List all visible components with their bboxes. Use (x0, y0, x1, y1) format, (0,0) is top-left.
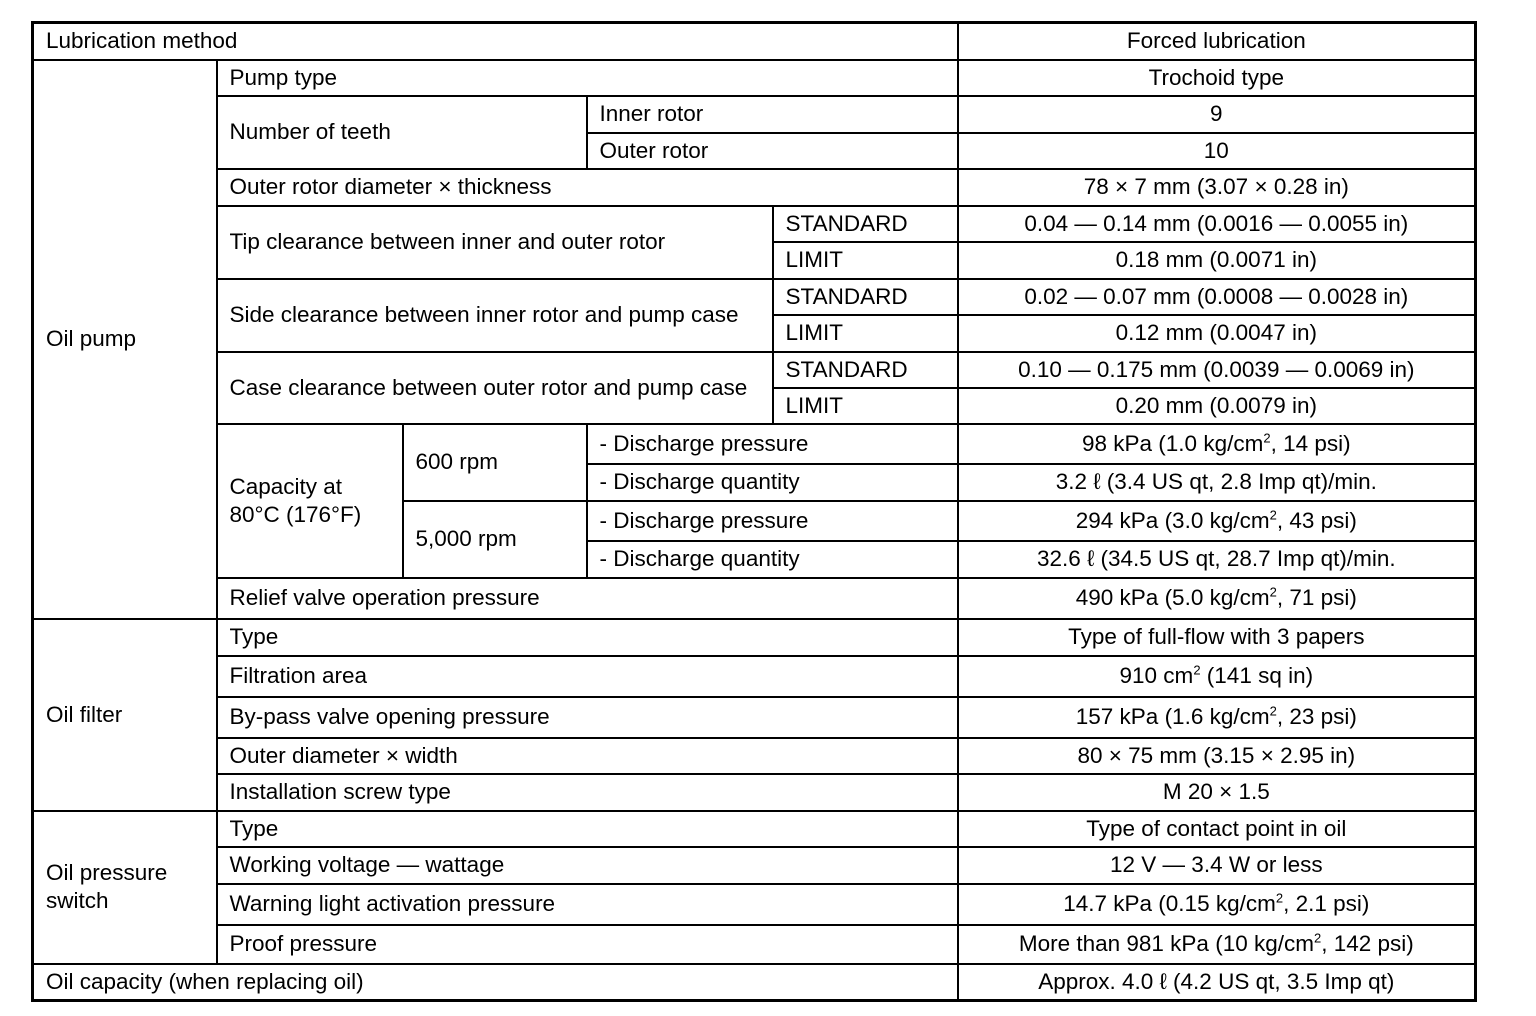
rpm-5000-quantity-label: - Discharge quantity (587, 541, 958, 578)
tip-clearance-limit-value: 0.18 mm (0.0071 in) (958, 242, 1476, 279)
case-clearance-label: Case clearance between outer rotor and pump case (217, 352, 773, 424)
rpm-5000-pressure-label: - Discharge pressure (587, 501, 958, 541)
outer-rotor-label: Outer rotor (587, 133, 958, 169)
row-warning-light (33, 884, 1476, 925)
row-filtration-area (33, 656, 1476, 697)
oil-pump-label: Oil pump (33, 60, 217, 619)
side-clearance-standard-value: 0.02 — 0.07 mm (0.0008 — 0.0028 in) (958, 279, 1476, 315)
working-voltage-value: 12 V — 3.4 W or less (958, 847, 1476, 884)
switch-type-value: Type of contact point in oil (958, 811, 1476, 847)
row-filter-type (33, 619, 1476, 656)
proof-pressure-label: Proof pressure (217, 925, 958, 964)
filtration-area-label: Filtration area (217, 656, 958, 697)
side-clearance-limit-label: LIMIT (773, 315, 958, 352)
row-inner-rotor (33, 96, 1476, 133)
oil-capacity-value: Approx. 4.0 ℓ (4.2 US qt, 3.5 Imp qt) (958, 964, 1476, 1001)
warning-light-value: 14.7 kPa (0.15 $kg/cm^2$, 2.1 psi) (958, 884, 1476, 925)
case-clearance-standard-label: STANDARD (773, 352, 958, 388)
row-case-clearance-standard (33, 352, 1476, 388)
rpm-600-pressure-label: - Discharge pressure (587, 424, 958, 464)
case-clearance-limit-label: LIMIT (773, 388, 958, 424)
tip-clearance-label: Tip clearance between inner and outer rotor (217, 206, 773, 279)
number-of-teeth-label: Number of teeth (217, 96, 587, 169)
outer-rotor-value: 10 (958, 133, 1476, 169)
row-switch-type (33, 811, 1476, 847)
rpm-600-quantity-label: - Discharge quantity (587, 464, 958, 501)
working-voltage-label: Working voltage — wattage (217, 847, 958, 884)
switch-type-label: Type (217, 811, 958, 847)
rpm-5000-quantity-value: 32.6 ℓ (34.5 US qt, 28.7 Imp qt)/min. (958, 541, 1476, 578)
lubrication-method-label: Lubrication method (33, 23, 958, 60)
row-outer-diameter (33, 738, 1476, 774)
row-side-clearance-standard (33, 279, 1476, 315)
rpm-600-quantity-value: 3.2 ℓ (3.4 US qt, 2.8 Imp qt)/min. (958, 464, 1476, 501)
rotor-dimension-value: 78 × 7 mm (3.07 × 0.28 in) (958, 169, 1476, 206)
oil-pressure-switch-label: Oil pressure switch (33, 811, 217, 964)
case-clearance-limit-value: 0.20 mm (0.0079 in) (958, 388, 1476, 424)
inner-rotor-value: 9 (958, 96, 1476, 133)
warning-light-label: Warning light activation pressure (217, 884, 958, 925)
case-clearance-standard-value: 0.10 — 0.175 mm (0.0039 — 0.0069 in) (958, 352, 1476, 388)
row-relief-valve (33, 578, 1476, 619)
bypass-valve-value: 157 kPa (1.6 $kg/cm^2$, 23 psi) (958, 697, 1476, 738)
inner-rotor-label: Inner rotor (587, 96, 958, 133)
lubrication-spec-table (31, 21, 1477, 1002)
oil-capacity-label: Oil capacity (when replacing oil) (33, 964, 958, 1001)
row-pump-type (33, 60, 1476, 96)
rpm-600-label: 600 rpm (403, 424, 587, 501)
side-clearance-limit-value: 0.12 mm (0.0047 in) (958, 315, 1476, 352)
rpm-600-pressure-value: 98 kPa (1.0 $kg/cm^2$, 14 psi) (958, 424, 1476, 464)
proof-pressure-value: More than 981 kPa (10 $kg/cm^2$, 142 psi) (958, 925, 1476, 964)
row-lubrication-method (33, 23, 1476, 60)
row-rotor-dimension (33, 169, 1476, 206)
row-tip-clearance-standard (33, 206, 1476, 242)
tip-clearance-limit-label: LIMIT (773, 242, 958, 279)
filter-type-value: Type of full-flow with 3 papers (958, 619, 1476, 656)
relief-valve-label: Relief valve operation pressure (217, 578, 958, 619)
oil-filter-label: Oil filter (33, 619, 217, 811)
row-screw-type (33, 774, 1476, 811)
rpm-5000-pressure-value: 294 kPa (3.0 $kg/cm^2$, 43 psi) (958, 501, 1476, 541)
screw-type-label: Installation screw type (217, 774, 958, 811)
screw-type-value: M 20 × 1.5 (958, 774, 1476, 811)
bypass-valve-label: By-pass valve opening pressure (217, 697, 958, 738)
row-600-pressure (33, 424, 1476, 464)
side-clearance-label: Side clearance between inner rotor and pump case (217, 279, 773, 352)
tip-clearance-standard-value: 0.04 — 0.14 mm (0.0016 — 0.0055 in) (958, 206, 1476, 242)
filtration-area-value: 910 $cm^2$ (141 sq in) (958, 656, 1476, 697)
row-oil-capacity (33, 964, 1476, 1001)
relief-valve-value: 490 kPa (5.0 $kg/cm^2$, 71 psi) (958, 578, 1476, 619)
pump-type-label: Pump type (217, 60, 958, 96)
pump-type-value: Trochoid type (958, 60, 1476, 96)
row-proof-pressure (33, 925, 1476, 964)
rpm-5000-label: 5,000 rpm (403, 501, 587, 578)
rotor-dimension-label: Outer rotor diameter × thickness (217, 169, 958, 206)
capacity-label: Capacity at 80°C (176°F) (217, 424, 403, 578)
row-working-voltage (33, 847, 1476, 884)
lubrication-method-value: Forced lubrication (958, 23, 1476, 60)
outer-diameter-label: Outer diameter × width (217, 738, 958, 774)
outer-diameter-value: 80 × 75 mm (3.15 × 2.95 in) (958, 738, 1476, 774)
row-bypass-valve (33, 697, 1476, 738)
filter-type-label: Type (217, 619, 958, 656)
side-clearance-standard-label: STANDARD (773, 279, 958, 315)
tip-clearance-standard-label: STANDARD (773, 206, 958, 242)
